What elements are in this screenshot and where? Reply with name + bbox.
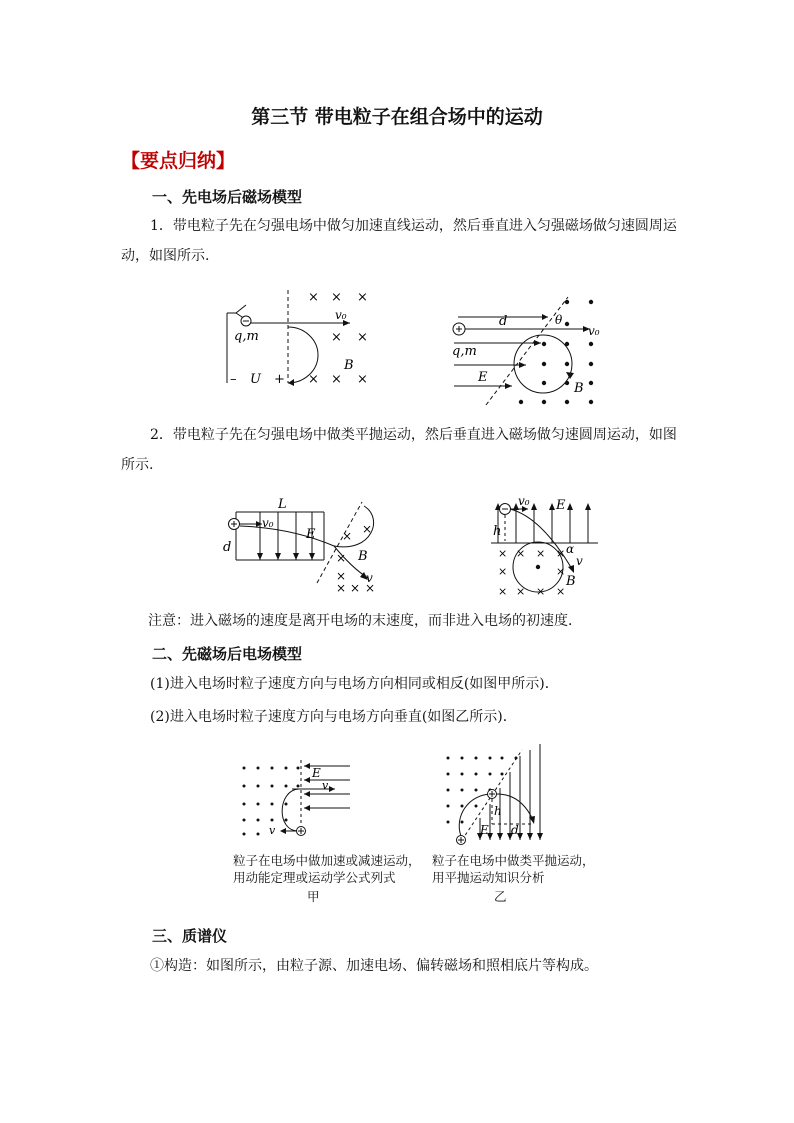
label-L: L bbox=[278, 497, 287, 512]
cross-mark: × bbox=[357, 372, 368, 387]
label-B: B bbox=[358, 549, 368, 564]
cross-mark: × bbox=[536, 585, 546, 598]
label-plus: + bbox=[274, 372, 285, 387]
caption-yi-line1: 粒子在电场中做类平抛运动， bbox=[432, 853, 595, 868]
caption-yi-label: 乙 bbox=[494, 889, 507, 904]
section1-item2-line1: 2．带电粒子先在匀强电场中做类平抛运动，然后垂直进入磁场做匀速圆周运动，如图 bbox=[150, 427, 677, 443]
cross-mark: × bbox=[498, 585, 508, 598]
label-B: B bbox=[344, 358, 354, 373]
cross-mark: × bbox=[331, 372, 342, 387]
caption-jia-line1: 粒子在电场中做加速或减速运动， bbox=[233, 853, 421, 868]
section3-item1: ①构造：如图所示，由粒子源、加速电场、偏转磁场和照相底片等构成。 bbox=[150, 958, 598, 974]
label-minus: – bbox=[230, 372, 237, 387]
label-v: v bbox=[366, 571, 373, 585]
cross-mark: × bbox=[498, 565, 508, 578]
label-E: E bbox=[306, 527, 316, 542]
label-h: h bbox=[494, 804, 502, 818]
cross-mark: × bbox=[516, 585, 526, 598]
cross-mark: × bbox=[365, 581, 376, 595]
cross-mark: × bbox=[342, 529, 353, 543]
cross-mark: × bbox=[331, 290, 342, 305]
label-d: d bbox=[499, 314, 508, 329]
section2-heading: 二、先磁场后电场模型 bbox=[152, 645, 303, 663]
section2-item2: (2)进入电场时粒子速度方向与电场方向垂直(如图乙所示)． bbox=[150, 709, 517, 725]
label-v: v bbox=[322, 779, 329, 792]
label-v: v bbox=[269, 824, 276, 837]
cross-mark: × bbox=[336, 551, 347, 565]
cross-mark: × bbox=[556, 565, 566, 578]
cross-mark: × bbox=[536, 547, 546, 560]
page-title: 第三节 带电粒子在组合场中的运动 bbox=[251, 106, 543, 128]
key-points-heading: 【要点归纳】 bbox=[121, 150, 236, 172]
figure-jia bbox=[232, 758, 357, 843]
label-v: v bbox=[576, 554, 583, 568]
section1-heading: 一、先电场后磁场模型 bbox=[152, 188, 303, 206]
label-d: d bbox=[223, 540, 232, 555]
caption-yi-line2: 用平抛运动知识分析 bbox=[432, 870, 545, 885]
label-d: d bbox=[511, 823, 519, 837]
section1-item2-line2: 所示. bbox=[121, 457, 154, 473]
label-h: h bbox=[493, 524, 502, 539]
label-v0: v₀ bbox=[262, 516, 274, 530]
cross-mark: × bbox=[556, 547, 566, 560]
section1-item1-line1: 1．带电粒子先在匀强电场中做匀加速直线运动，然后垂直进入匀强磁场做匀速圆周运 bbox=[150, 218, 677, 234]
cross-mark: × bbox=[498, 547, 508, 560]
label-E: E bbox=[478, 370, 488, 385]
cross-mark: × bbox=[336, 569, 347, 583]
section1-item1-line2: 动，如图所示. bbox=[121, 248, 210, 264]
label-E: E bbox=[480, 823, 489, 837]
label-v0: v₀ bbox=[588, 324, 600, 338]
label-qm: q,m bbox=[234, 329, 259, 344]
section2-item1: (1)进入电场时粒子速度方向与电场方向相同或相反(如图甲所示)． bbox=[150, 676, 559, 692]
cross-mark: × bbox=[357, 290, 368, 305]
label-B: B bbox=[566, 574, 576, 589]
cross-mark: × bbox=[556, 585, 566, 598]
cross-mark: × bbox=[308, 372, 319, 387]
figure-accel-then-magnetic bbox=[222, 285, 382, 390]
cross-mark: × bbox=[516, 547, 526, 560]
cross-mark: × bbox=[336, 581, 347, 595]
label-alpha: α bbox=[566, 542, 575, 556]
label-v0: v₀ bbox=[335, 308, 347, 322]
label-B: B bbox=[574, 381, 584, 396]
section1-note: 注意：进入磁场的速度是离开电场的末速度，而非进入电场的初速度． bbox=[148, 613, 582, 629]
caption-jia-line2: 用动能定理或运动学公式列式 bbox=[233, 870, 396, 885]
cross-mark: × bbox=[308, 290, 319, 305]
figure-deflect-then-magnetic bbox=[222, 498, 382, 600]
label-qm: q,m bbox=[452, 344, 477, 359]
cross-mark: × bbox=[357, 330, 368, 345]
label-theta: θ bbox=[555, 313, 563, 327]
label-E: E bbox=[312, 766, 321, 780]
cross-mark: × bbox=[362, 522, 373, 536]
figure-yi bbox=[436, 742, 546, 847]
label-U: U bbox=[250, 372, 261, 387]
figure-upward-field bbox=[486, 495, 606, 600]
section3-heading: 三、质谱仪 bbox=[152, 927, 228, 945]
label-E: E bbox=[556, 498, 566, 513]
cross-mark: × bbox=[350, 581, 361, 595]
cross-mark: × bbox=[331, 330, 342, 345]
figure-oblique-boundary bbox=[448, 293, 608, 405]
caption-jia-label: 甲 bbox=[307, 889, 320, 904]
label-v0: v₀ bbox=[518, 494, 530, 508]
